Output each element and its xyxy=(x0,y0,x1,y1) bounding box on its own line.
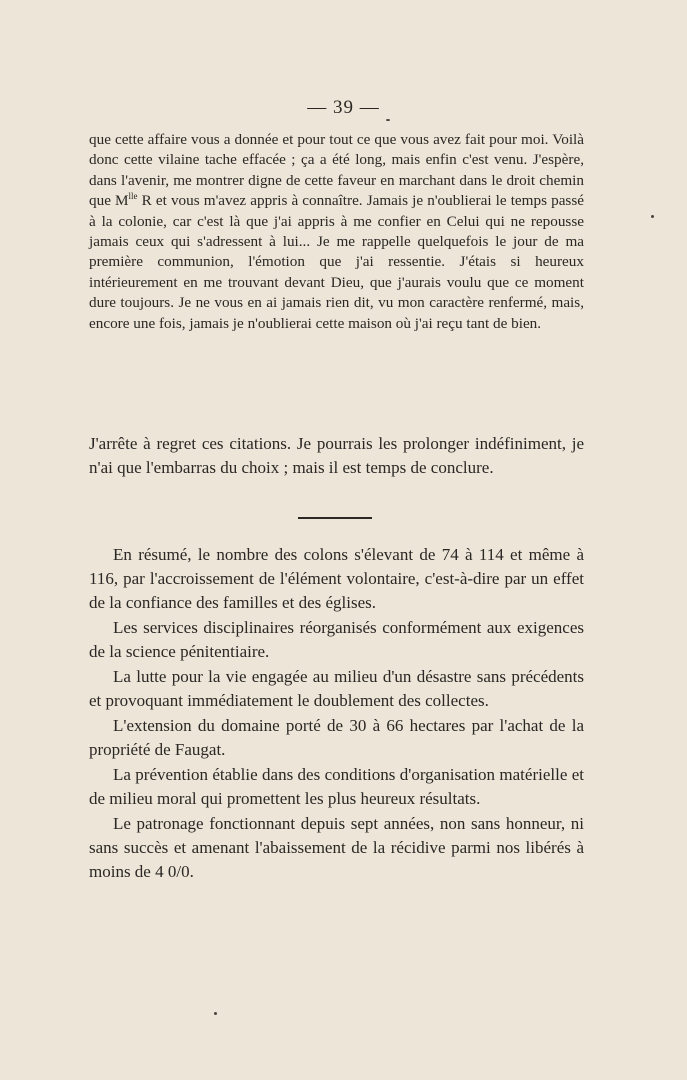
quote-text-start: que cette affaire vous a donnée et pour tout ce que vous avez fait pour moi. Voilà donc cette vilaine tache effacée ; ça a été long, mais enfin c'est venu. J'espère, dans l'avenir, me montrer digne de cette faveur en marchant dans le droit chemin que M xyxy=(89,131,584,210)
summary-section xyxy=(89,543,584,885)
paper-speck xyxy=(214,1012,217,1015)
section-divider xyxy=(298,517,372,519)
summary-paragraph: La prévention établie dans des conditions d'organisation matérielle et de milieu moral qui promettent les plus heureux résultats. xyxy=(89,765,584,808)
quote-paragraph xyxy=(89,130,584,334)
summary-paragraph: Le patronage fonctionnant depuis sept années, non sans honneur, ni sans succès et amenant l'abaissement de la récidive parmi nos libérés à moins de 4 0/0. xyxy=(89,814,584,881)
paper-speck xyxy=(386,119,390,121)
paper-speck xyxy=(651,215,654,218)
summary-paragraph: Les services disciplinaires réorganisés conformément aux exigences de la science pénitentiaire. xyxy=(89,618,584,661)
letter-quote xyxy=(89,130,584,334)
abbreviation-superscript: lle xyxy=(128,191,138,202)
summary-paragraph: En résumé, le nombre des colons s'élevant de 74 à 114 et même à 116, par l'accroissement de l'élément volontaire, c'est-à-dire par un effet de la confiance des familles et des églises. xyxy=(89,545,584,612)
summary-paragraph: La lutte pour la vie engagée au milieu d'un désastre sans précédents et provoquant immédiatement le doublement des collectes. xyxy=(89,667,584,710)
conclusion-paragraph: J'arrête à regret ces citations. Je pourrais les prolonger indéfiniment, je n'ai que l'embarras du choix ; mais il est temps de conclure. xyxy=(89,434,584,477)
summary-paragraph: L'extension du domaine porté de 30 à 66 hectares par l'achat de la propriété de Faugat. xyxy=(89,716,584,759)
page-number: — 39 — xyxy=(307,97,380,118)
quote-text-end: R et vous m'avez appris à connaître. Jamais je n'oublierai le temps passé à la colonie, car c'est là que j'ai appris à me confier en Celui qui ne repousse jamais ceux qui s'adressent à lui... Je me rappelle quelquefois le jour de ma première communion, l'émotion que j'ai ressentie. J'étais si heureux intérieurement en me trouvant devant Dieu, que j'aurais voulu que ce moment dure toujours. Je ne vous en ai jamais rien dit, vu mon caractère renfermé, mais, encore une fois, jamais je n'oublierai cette maison où j'ai reçu tant de bien. xyxy=(89,192,584,332)
